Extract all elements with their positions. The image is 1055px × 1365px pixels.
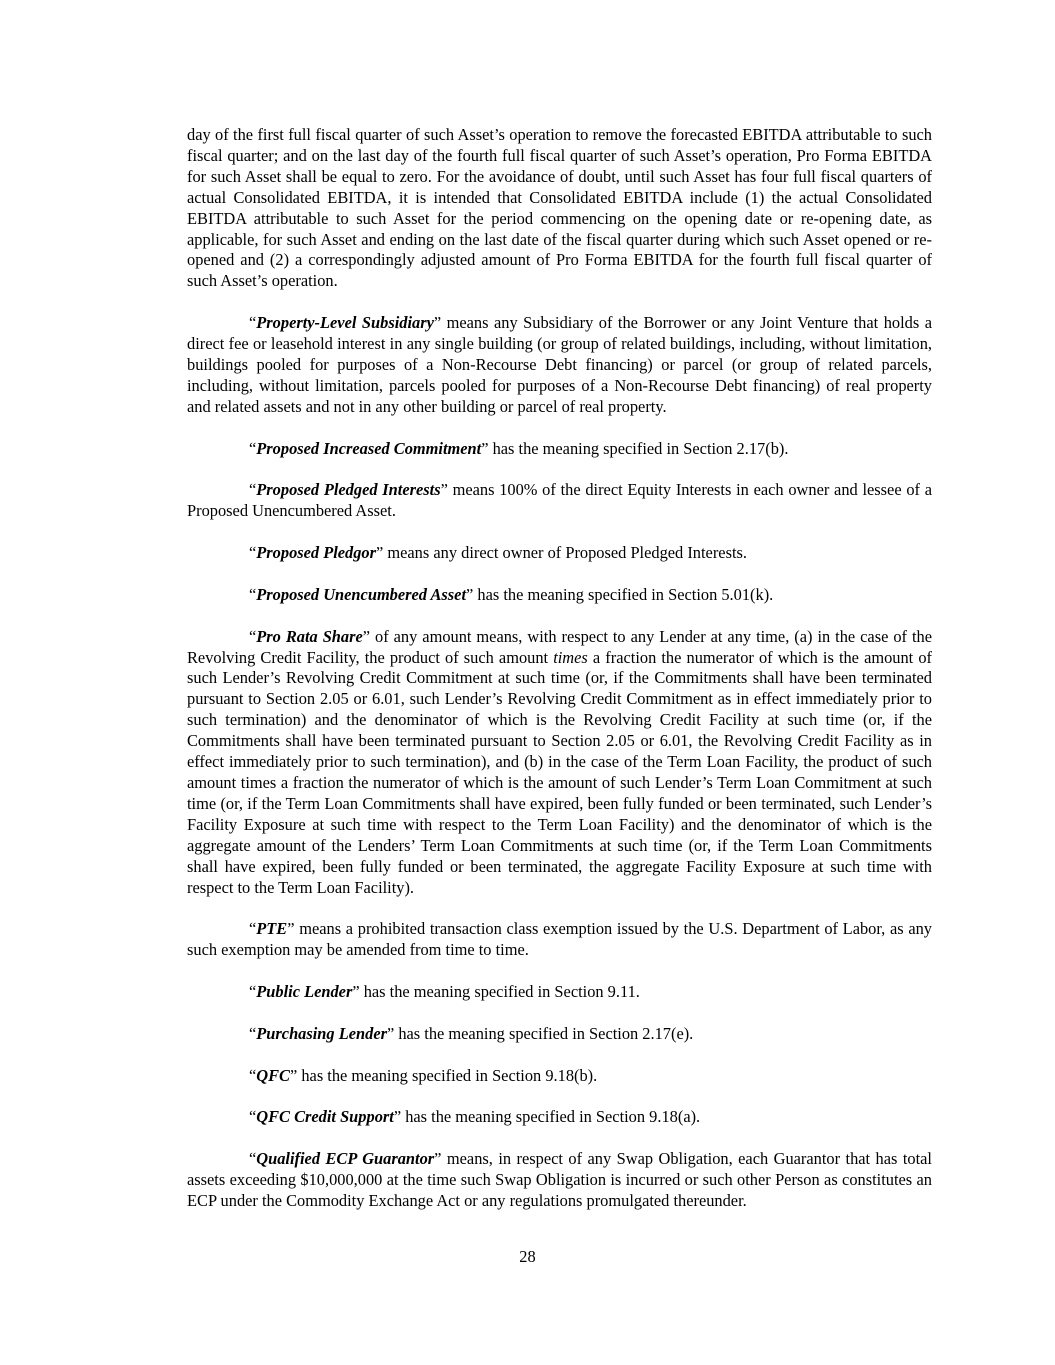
page-number: 28 — [519, 1247, 536, 1266]
definition-proposed-pledgor — [187, 543, 932, 564]
open-quote: “ — [249, 584, 257, 604]
defined-term: QFC Credit Support — [256, 1107, 394, 1127]
open-quote: “ — [249, 982, 257, 1002]
defined-term: Purchasing Lender — [256, 1023, 387, 1043]
defined-term: QFC — [256, 1065, 290, 1085]
defined-term: Proposed Pledgor — [256, 543, 377, 563]
open-quote: “ — [249, 1065, 257, 1085]
definition-text: ” has the meaning specified in Section 2.17(e). — [386, 1023, 694, 1043]
defined-term: Qualified ECP Guarantor — [256, 1149, 435, 1169]
open-quote: “ — [249, 543, 257, 563]
open-quote: “ — [249, 626, 257, 646]
open-quote: “ — [249, 1149, 257, 1169]
definition-purchasing-lender — [187, 1024, 932, 1045]
definition-public-lender — [187, 982, 932, 1003]
definition-text: ” means any Subsidiary of the Borrower or any Joint Venture that holds a direct fee or leasehold interest in any single building (or group of related buildings, including, without limitation, buildings pooled for purposes of a Non-Recourse Debt financing) or parcel (or group of related parcels, including, without limitation, parcels pooled for purposes of a Non-Recourse Debt financing) of real property and related assets and not in any other building or parcel of real property. — [187, 313, 932, 416]
defined-term: Proposed Unencumbered Asset — [256, 584, 467, 604]
definition-text: ” means, in respect of any Swap Obligation, each Guarantor that has total assets exceeding $10,000,000 at the time such Swap Obligation is incurred or such other Person as constitutes an ECP under the Commodity Exchange Act or any regulations promulgated thereunder. — [187, 1149, 932, 1211]
definition-text: ” has the meaning specified in Section 9.11. — [352, 982, 640, 1002]
defined-term: Property-Level Subsidiary — [256, 313, 434, 333]
definition-pte — [187, 919, 932, 961]
italic-word: times — [553, 647, 588, 667]
definition-text: ” of any amount means, with respect to any Lender at any time, (a) in the case of the Revolving Credit Facility, the product of such amount — [187, 626, 932, 667]
defined-term: Public Lender — [256, 982, 353, 1002]
definition-text: ” has the meaning specified in Section 5.01(k). — [466, 584, 774, 604]
defined-term: Pro Rata Share — [256, 626, 363, 646]
open-quote: “ — [249, 313, 257, 333]
open-quote: “ — [249, 438, 257, 458]
definition-qfc — [187, 1066, 932, 1087]
definition-text: ” means any direct owner of Proposed Pledged Interests. — [376, 543, 747, 563]
open-quote: “ — [249, 1107, 257, 1127]
definition-proposed-pledged-interests — [187, 480, 932, 522]
open-quote: “ — [249, 919, 257, 939]
definition-text-continued: a fraction the numerator of which is the amount of such Lender’s Revolving Credit Commitment at such time (or, if the Commitments shall have been terminated pursuant to Section 2.05 or 6.01, such Lender’s Revolving Credit Commitment as in effect immediately prior to such termination) and the denominator of which is the Revolving Credit Facility at such time (or, if the Commitments shall have been terminated pursuant to Section 2.05 or 6.01, the Revolving Credit Facility as in effect immediately prior to such termination), and (b) in the case of the Term Loan Facility, the product of such amount times a fraction the numerator of which is the amount of such Lender’s Term Loan Commitment at such time (or, if the Term Loan Commitments shall have expired, been fully funded or been terminated, such Lender’s Facility Exposure at such time with respect to the Term Loan Facility) and the denominator of which is the aggregate amount of the Lenders’ Term Loan Commitments at such time (or, if the Term Loan Commitments shall have expired, been fully funded or been terminated, the aggregate Facility Exposure at such time with respect to the Term Loan Facility). — [187, 647, 932, 897]
definition-qualified-ecp-guarantor — [187, 1149, 932, 1212]
defined-term: Proposed Pledged Interests — [256, 480, 441, 500]
definition-text: ” has the meaning specified in Section 2.17(b). — [481, 438, 789, 458]
definition-proposed-unencumbered-asset — [187, 585, 932, 606]
definition-property-level-subsidiary — [187, 313, 932, 418]
defined-term: PTE — [256, 919, 288, 939]
definition-proposed-increased-commitment — [187, 439, 932, 460]
open-quote: “ — [249, 480, 257, 500]
definition-pro-rata-share — [187, 627, 932, 899]
definition-text: ” has the meaning specified in Section 9.18(b). — [289, 1065, 598, 1085]
open-quote: “ — [249, 1023, 257, 1043]
definition-text: ” means 100% of the direct Equity Interests in each owner and lessee of a Proposed Unencumbered Asset. — [187, 480, 932, 521]
definition-text: ” means a prohibited transaction class exemption issued by the U.S. Department of Labor, as any such exemption may be amended from time to time. — [187, 919, 932, 960]
defined-term: Proposed Increased Commitment — [256, 438, 482, 458]
definition-text: ” has the meaning specified in Section 9.18(a). — [393, 1107, 701, 1127]
definition-qfc-credit-support — [187, 1107, 932, 1128]
continuation-paragraph: day of the first full fiscal quarter of such Asset’s operation to remove the forecasted EBITDA attributable to such fiscal quarter; and on the last day of the fourth full fiscal quarter of such Asset’s operation, Pro Forma EBITDA for such Asset shall be equal to zero. For the avoidance of doubt, until such Asset has four full fiscal quarters of actual Consolidated EBITDA, it is intended that Consolidated EBITDA include (1) the actual Consolidated EBITDA attributable to such Asset for the period commencing on the opening date or re-opening date, as applicable, for such Asset and ending on the last date of the fiscal quarter during which such Asset opened or re-opened and (2) a correspondingly adjusted amount of Pro Forma EBITDA for the fourth full fiscal quarter of such Asset’s operation. — [187, 125, 932, 291]
document-page — [187, 125, 932, 1212]
